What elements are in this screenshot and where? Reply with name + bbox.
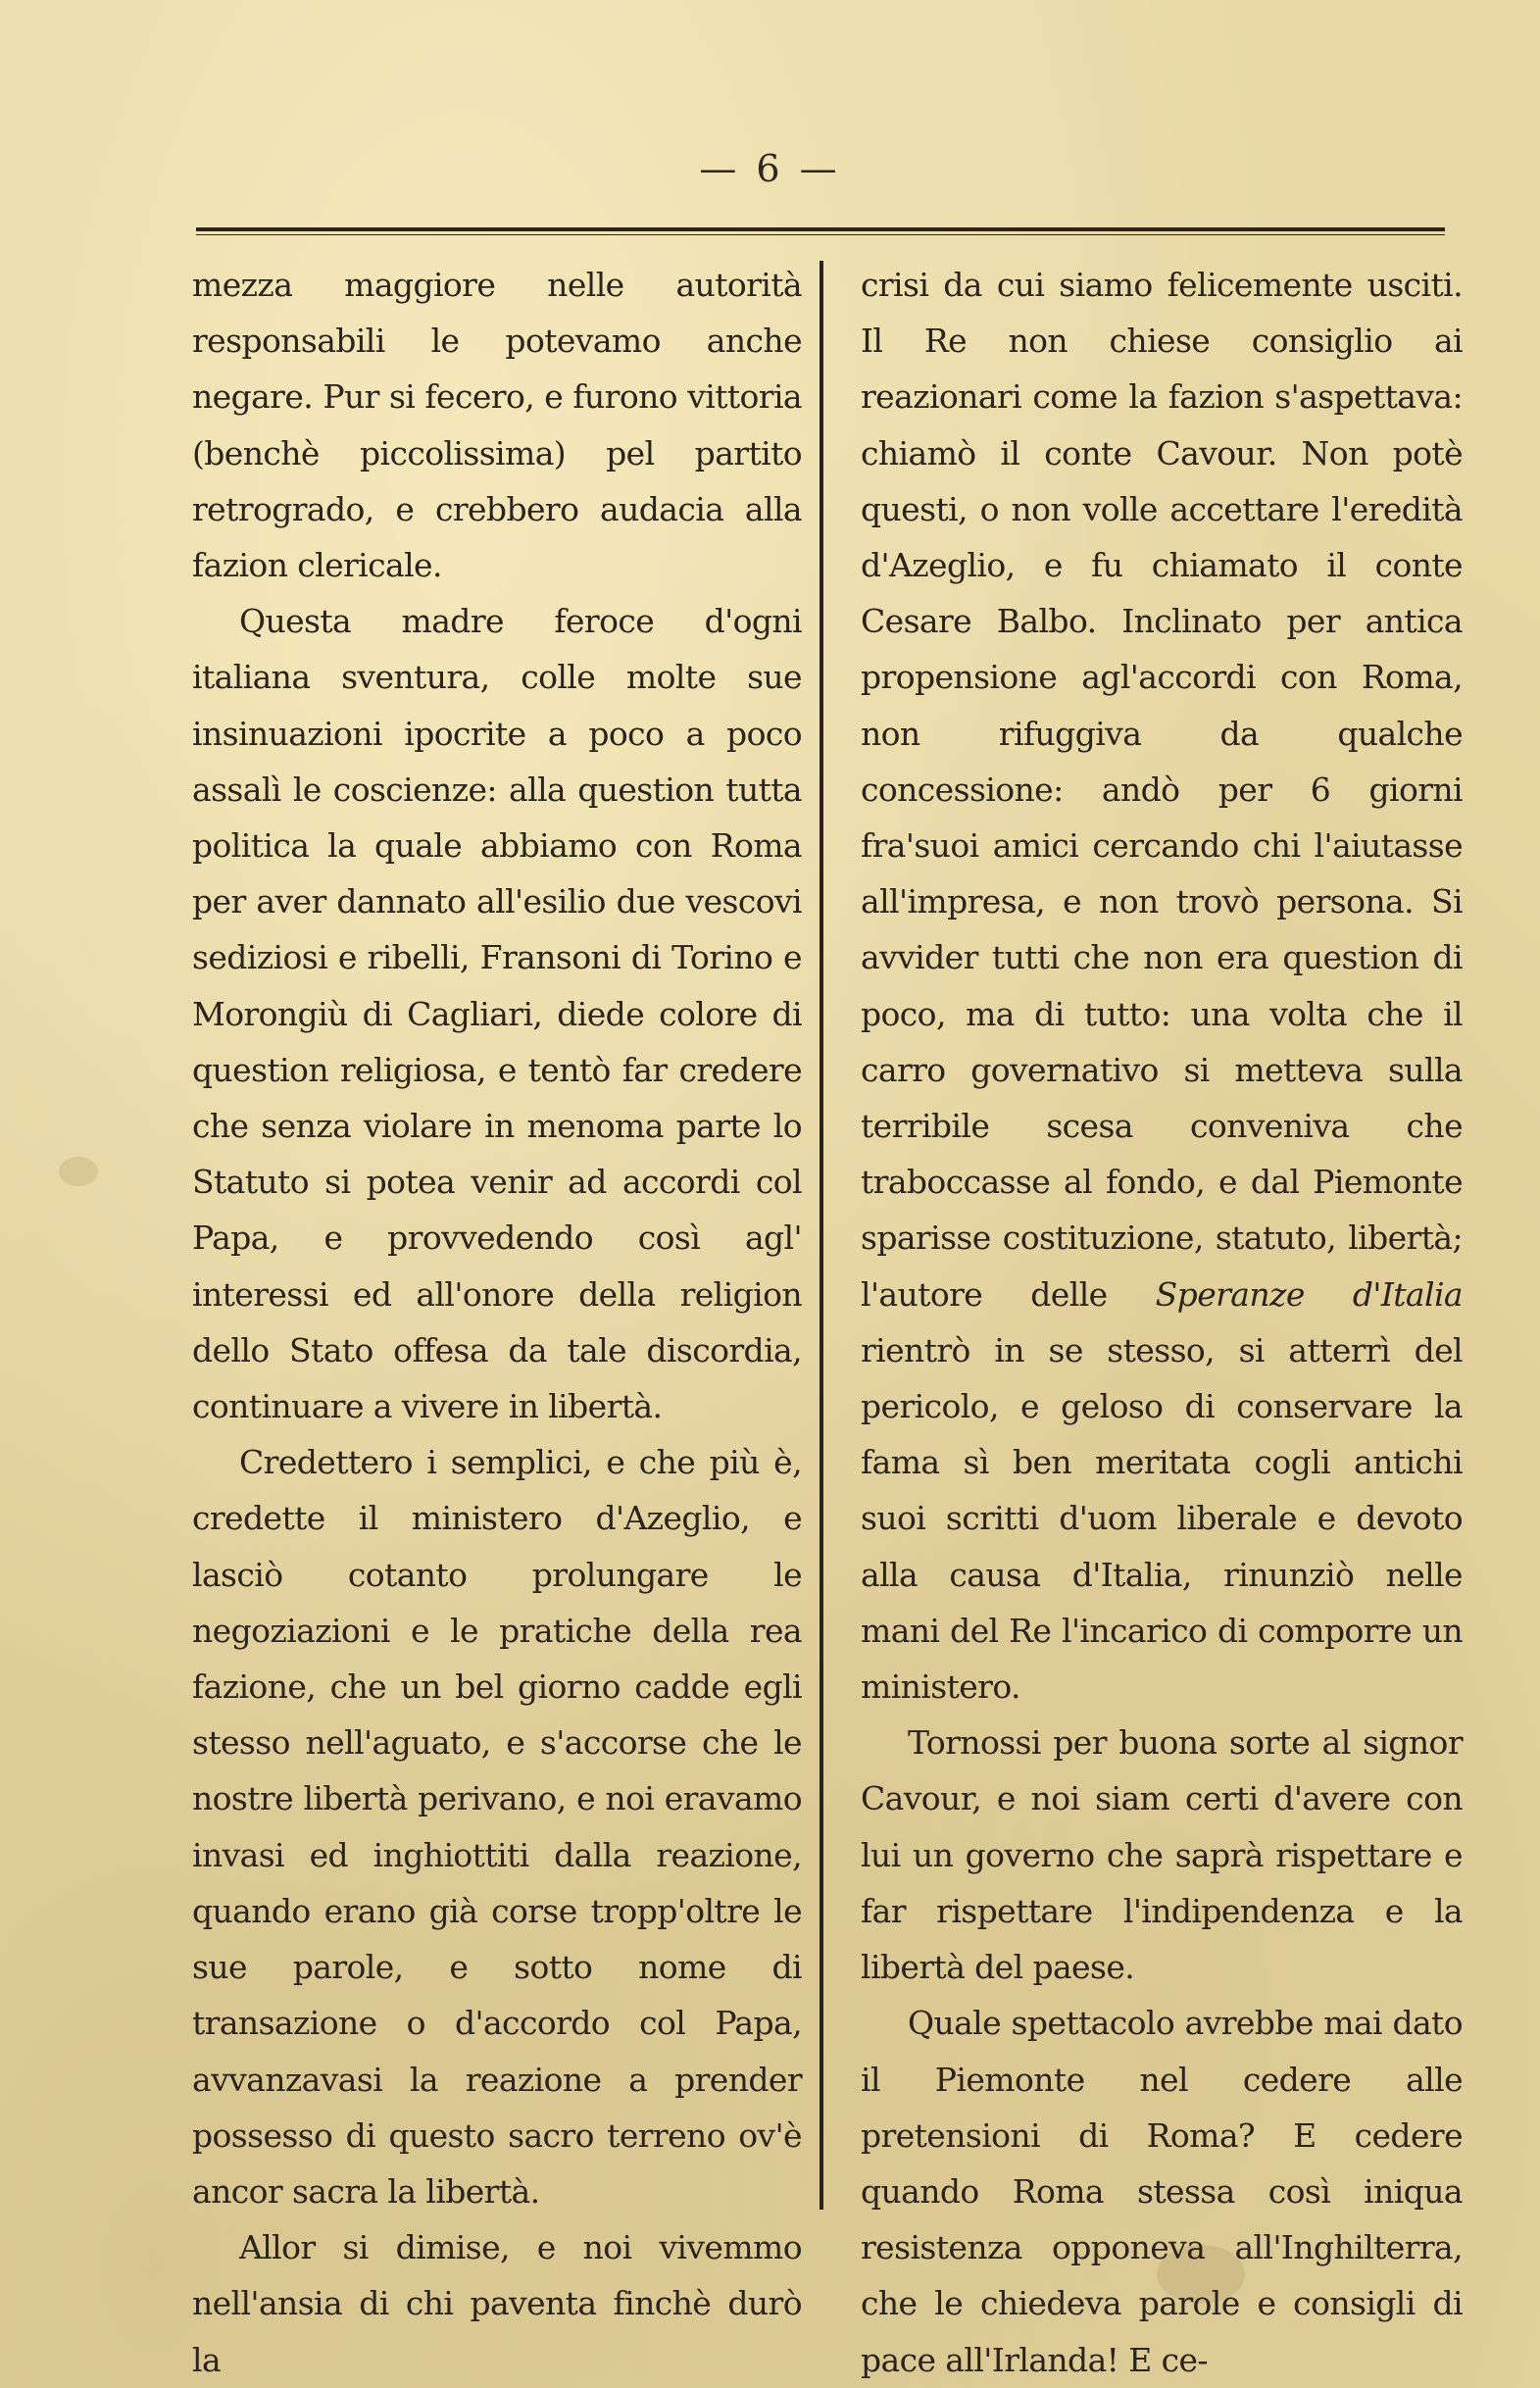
paper-stain <box>59 1157 98 1186</box>
book-title: Speranze d'Italia <box>1155 1274 1463 1314</box>
paragraph: mezza maggiore nelle autorità responsabili le potevamo anche negare. Pur si fecero, e furono vittoria (benchè piccolissima) pel partito retrogrado, e crebbero audacia alla fazion clericale. <box>192 266 802 585</box>
paragraph: Tornossi per buona sorte al signor Cavour, e noi siam certi d'avere con lui un governo che saprà rispettare e far rispettare l'indipendenza e la libertà del paese. <box>861 1723 1463 1987</box>
paragraph-text: crisi da cui siamo felicemente usciti. Il Re non chiese consiglio ai reazionari come la fazion s'aspettava: chiamò il conte Cavour. Non potè questi, o non volle accettare l'eredità d'Azeglio, e fu chiamato il conte Cesare Balbo. Inclinato per antica propensione agl'accordi con Roma, non rifuggiva da qualche concessione: andò per 6 giorni fra'suoi amici cercando chi l'aiutasse all'impresa, e non trovò persona. Si avvider tutti che non era question di poco, ma di tutto: una volta che il carro governativo si metteva sulla terribile scesa conveniva che traboccasse al fondo, e dal Piemonte sparisse costituzione, statuto, libertà; l'autore delle <box>861 266 1463 1314</box>
paragraph <box>861 257 1463 1715</box>
right-column <box>861 257 1463 2388</box>
paragraph: Credettero i semplici, e che più è, credette il ministero d'Azeglio, e lasciò cotanto prolungare le negoziazioni e le pratiche della rea fazione, che un bel giorno cadde egli stesso nell'aguato, e s'accorse che le nostre libertà perivano, e noi eravamo invasi ed inghiottiti dalla reazione, quando erano già corse tropp'oltre le sue parole, e sotto nome di transazione o d'accordo col Papa, avvanzavasi la reazione a prender possesso di questo sacro terreno ov'è ancor sacra la libertà. <box>192 1443 802 2211</box>
paragraph-text: rientrò in se stesso, si atterrì del pericolo, e geloso di conservare la fama sì ben meritata cogli antichi suoi scritti d'uom liberale e devoto alla causa d'Italia, rinunziò nelle mani del Re l'incarico di comporre un ministero. <box>861 1330 1463 1707</box>
header-rule <box>196 227 1445 235</box>
left-column <box>192 257 802 2388</box>
paragraph: Quale spettacolo avrebbe mai dato il Piemonte nel cedere alle pretensioni di Roma? E cedere quando Roma stessa così iniqua resistenza opponeva all'Inghilterra, che le chiedeva parole e consigli di pace all'Irlanda! E ce- <box>861 2004 1463 2379</box>
column-rule <box>820 261 823 2210</box>
paragraph: Allor si dimise, e noi vivemmo nell'ansia di chi paventa finchè durò la <box>192 2228 802 2379</box>
paragraph: Questa madre feroce d'ogni italiana sventura, colle molte sue insinuazioni ipocrite a poco a poco assalì le coscienze: alla question tutta politica la quale abbiamo con Roma per aver dannato all'esilio due vescovi sediziosi e ribelli, Fransoni di Torino e Morongiù di Cagliari, diede colore di question religiosa, e tentò far credere che senza violare in menoma parte lo Statuto si potea venir ad accordi col Papa, e provvedendo così agl' interessi ed all'onore della religion dello Stato offesa da tale discordia, continuare a vivere in libertà. <box>192 602 802 1426</box>
page-number: — 6 — <box>699 147 841 190</box>
